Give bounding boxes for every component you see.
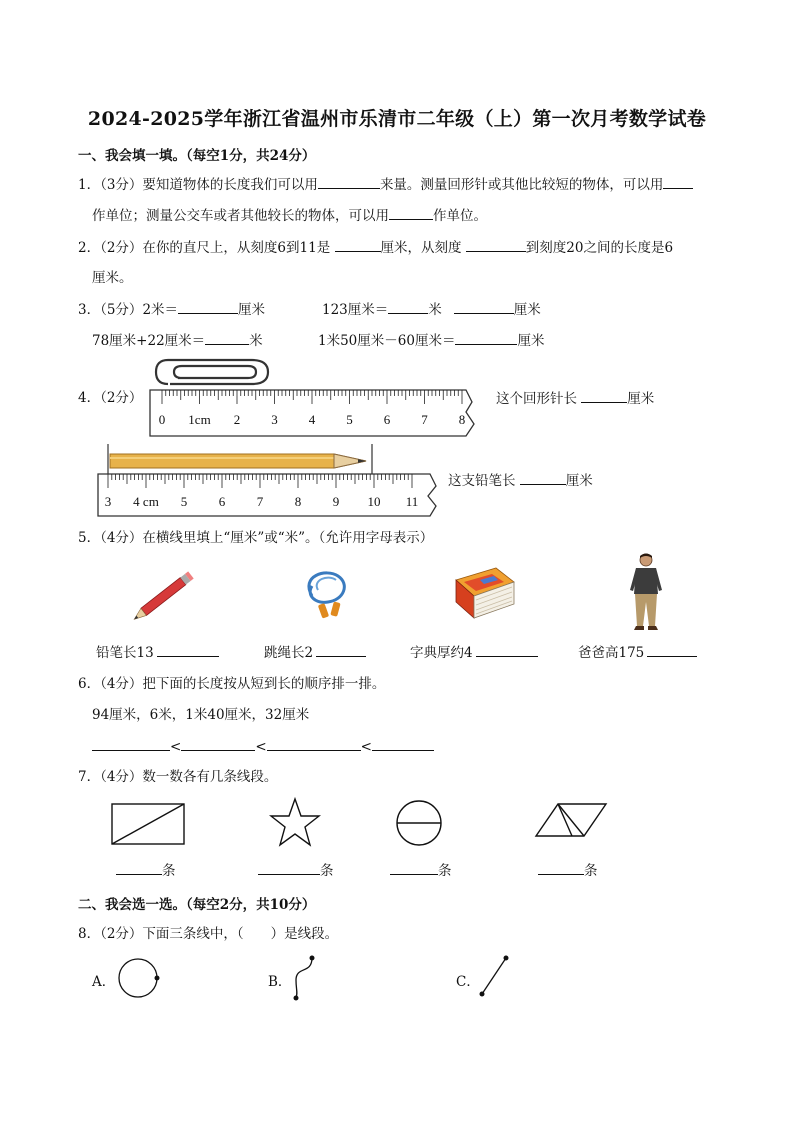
dictionary-icon bbox=[450, 562, 520, 624]
q8-option-a-label[interactable]: A． bbox=[92, 974, 116, 990]
q4-pencil-text: 这支铅笔长 bbox=[448, 473, 520, 489]
q1-text-b: 来量。测量回形针或其他比较短的物体，可以用 bbox=[379, 177, 664, 193]
rectangle-diagonal-figure bbox=[108, 800, 188, 848]
q1-blank-1[interactable] bbox=[318, 174, 380, 189]
q5-blank-3[interactable] bbox=[476, 642, 538, 657]
q2-text-a: 2．（2分）在你的直尺上，从刻度6到11是 bbox=[78, 240, 335, 256]
ruler-1-label: 4 bbox=[308, 412, 316, 427]
q1-text-d: 作单位。 bbox=[433, 208, 487, 224]
q5-item-1 bbox=[96, 642, 219, 663]
q7-answer-3 bbox=[390, 860, 452, 881]
ruler-2-labels bbox=[105, 494, 419, 509]
ruler-1-label: 2 bbox=[233, 412, 241, 427]
q2-blank-1[interactable] bbox=[335, 237, 381, 252]
q5-blank-4[interactable] bbox=[647, 642, 697, 657]
q4-blank-2[interactable] bbox=[520, 470, 566, 485]
q7-blank-3[interactable] bbox=[390, 860, 438, 875]
ruler-1-label: 1cm bbox=[188, 412, 211, 427]
question-4-prefix: 4．（2分） bbox=[78, 390, 143, 406]
star-figure bbox=[266, 796, 324, 850]
page-title: 2024-2025学年浙江省温州市乐清市二年级（上）第一次月考数学试卷 bbox=[87, 108, 707, 130]
ruler-2-label: 4 cm bbox=[133, 494, 159, 509]
ruler-1-label: 3 bbox=[271, 412, 278, 427]
question-3-line-2-b bbox=[318, 330, 544, 351]
q3-a-text: 2米＝ bbox=[142, 302, 179, 318]
q2-text-b: 厘米，从刻度 bbox=[380, 240, 466, 256]
q1-blank-2[interactable] bbox=[663, 174, 693, 189]
ruler-2-figure bbox=[96, 440, 436, 520]
q3-blank-4[interactable] bbox=[205, 330, 249, 345]
ruler-2-label: 6 bbox=[218, 494, 226, 509]
q5-item-3 bbox=[410, 642, 538, 663]
q4-pencil-unit: 厘米 bbox=[565, 473, 593, 489]
red-pencil-icon bbox=[134, 566, 204, 622]
question-6-values: 94厘米，6米，1米40厘米，32厘米 bbox=[92, 707, 310, 723]
question-6-answer-row bbox=[92, 736, 434, 757]
parallelogram-figure bbox=[534, 800, 610, 842]
ruler-1-label: 7 bbox=[421, 412, 428, 427]
q6-lt-3: < bbox=[360, 739, 372, 755]
q7-answer-2 bbox=[258, 860, 334, 881]
q8-option-b-label[interactable]: B． bbox=[268, 974, 292, 990]
q5-item-3-text: 字典厚约4 bbox=[410, 645, 473, 661]
q7-blank-1[interactable] bbox=[116, 860, 162, 875]
question-5-text: 5．（4分）在横线里填上“厘米”或“米”。（允许用字母表示） bbox=[78, 530, 434, 546]
question-3-line-1-b bbox=[322, 299, 541, 320]
q2-blank-2[interactable] bbox=[466, 237, 526, 252]
q3-c-unit: 米 bbox=[249, 333, 263, 349]
q3-c-text: 78厘米+22厘米＝ bbox=[92, 333, 206, 349]
q3-blank-3[interactable] bbox=[454, 299, 514, 314]
q1-blank-3[interactable] bbox=[389, 205, 433, 220]
q3-a-unit: 厘米 bbox=[238, 302, 266, 318]
circle-diameter-figure bbox=[394, 796, 444, 850]
ruler-2-label: 3 bbox=[104, 494, 112, 509]
q6-blank-4[interactable] bbox=[372, 736, 434, 751]
q4-clip-text: 这个回形针长 bbox=[496, 391, 582, 407]
q1-text-a: 1．（3分）要知道物体的长度我们可以用 bbox=[78, 177, 318, 193]
q3-d-text: 1米50厘米－60厘米＝ bbox=[318, 333, 456, 349]
q6-lt-1: < bbox=[170, 739, 182, 755]
q4-blank-1[interactable] bbox=[581, 388, 627, 403]
q8-option-b-curve[interactable] bbox=[286, 952, 322, 1004]
ruler-1-label: 8 bbox=[458, 412, 466, 427]
ruler-1-label: 6 bbox=[383, 412, 391, 427]
q7-unit-4: 条 bbox=[584, 863, 598, 879]
ruler-1-label: 5 bbox=[346, 412, 353, 427]
q1-text-c: 作单位；测量公交车或者其他较长的物体，可以用 bbox=[92, 208, 389, 224]
father-figure-icon bbox=[624, 552, 668, 632]
ruler-1-label: 0 bbox=[158, 412, 166, 427]
ruler-2-label: 5 bbox=[180, 494, 188, 509]
q6-blank-2[interactable] bbox=[181, 736, 255, 751]
paperclip-icon bbox=[156, 360, 268, 384]
pencil-icon bbox=[110, 454, 366, 468]
q5-blank-1[interactable] bbox=[157, 642, 219, 657]
ruler-2-label: 10 bbox=[367, 494, 381, 509]
q2-text-c: 到刻度20之间的长度是6 bbox=[525, 240, 674, 256]
question-3-line-1 bbox=[78, 299, 265, 320]
q7-answer-1 bbox=[116, 860, 176, 881]
q3-b-unit2: 厘米 bbox=[513, 302, 541, 318]
q7-blank-4[interactable] bbox=[538, 860, 584, 875]
question-2-line-2: 厘米。 bbox=[92, 270, 133, 286]
q6-blank-3[interactable] bbox=[267, 736, 361, 751]
q3-b-unit1: 米 bbox=[428, 302, 442, 318]
ruler-2-label: 7 bbox=[256, 494, 264, 509]
q3-blank-2[interactable] bbox=[388, 299, 428, 314]
q6-blank-1[interactable] bbox=[92, 736, 170, 751]
q4-clip-unit: 厘米 bbox=[627, 391, 655, 407]
question-7-text: 7．（4分）数一数各有几条线段。 bbox=[78, 769, 278, 785]
question-2-line-1 bbox=[78, 237, 673, 258]
q8-option-c-segment[interactable] bbox=[474, 952, 514, 1002]
q7-answer-4 bbox=[538, 860, 598, 881]
q3-b-text: 123厘米＝ bbox=[322, 302, 389, 318]
section-1-heading: 一、我会填一填。（每空1分，共24分） bbox=[78, 148, 316, 164]
question-1-line-1 bbox=[78, 174, 693, 195]
q7-unit-1: 条 bbox=[162, 863, 176, 879]
q5-item-4 bbox=[578, 642, 697, 663]
question-6-text: 6．（4分）把下面的长度按从短到长的顺序排一排。 bbox=[78, 676, 386, 692]
ruler-2-label: 9 bbox=[332, 494, 340, 509]
question-4-pencil-line bbox=[448, 470, 593, 491]
q8-option-c-label[interactable]: C． bbox=[456, 974, 480, 990]
q5-item-4-text: 爸爸高175 bbox=[578, 645, 645, 661]
ruler-2-label: 11 bbox=[405, 494, 419, 509]
q3-prefix: 3．（5分） bbox=[78, 302, 143, 318]
ruler-2-label: 8 bbox=[294, 494, 302, 509]
ruler-1-figure bbox=[148, 352, 488, 438]
q6-lt-2: < bbox=[255, 739, 267, 755]
q5-item-1-text: 铅笔长13 bbox=[96, 645, 154, 661]
q8-option-a-circle[interactable] bbox=[116, 956, 164, 1004]
q7-unit-2: 条 bbox=[320, 863, 334, 879]
q3-blank-5[interactable] bbox=[455, 330, 517, 345]
question-3-line-2 bbox=[92, 330, 263, 351]
question-1-line-2 bbox=[92, 205, 487, 226]
q7-blank-2[interactable] bbox=[258, 860, 320, 875]
q5-item-2-text: 跳绳长2 bbox=[264, 645, 314, 661]
section-2-heading: 二、我会选一选。（每空2分，共10分） bbox=[78, 897, 316, 913]
question-4-clip-line bbox=[496, 388, 654, 409]
question-8-text: 8．（2分）下面三条线中，（ ）是线段。 bbox=[78, 926, 339, 942]
q5-item-2 bbox=[264, 642, 366, 663]
q3-d-unit: 厘米 bbox=[517, 333, 545, 349]
jump-rope-icon bbox=[298, 566, 354, 624]
q5-blank-2[interactable] bbox=[316, 642, 366, 657]
q7-unit-3: 条 bbox=[438, 863, 452, 879]
q3-blank-1[interactable] bbox=[178, 299, 238, 314]
